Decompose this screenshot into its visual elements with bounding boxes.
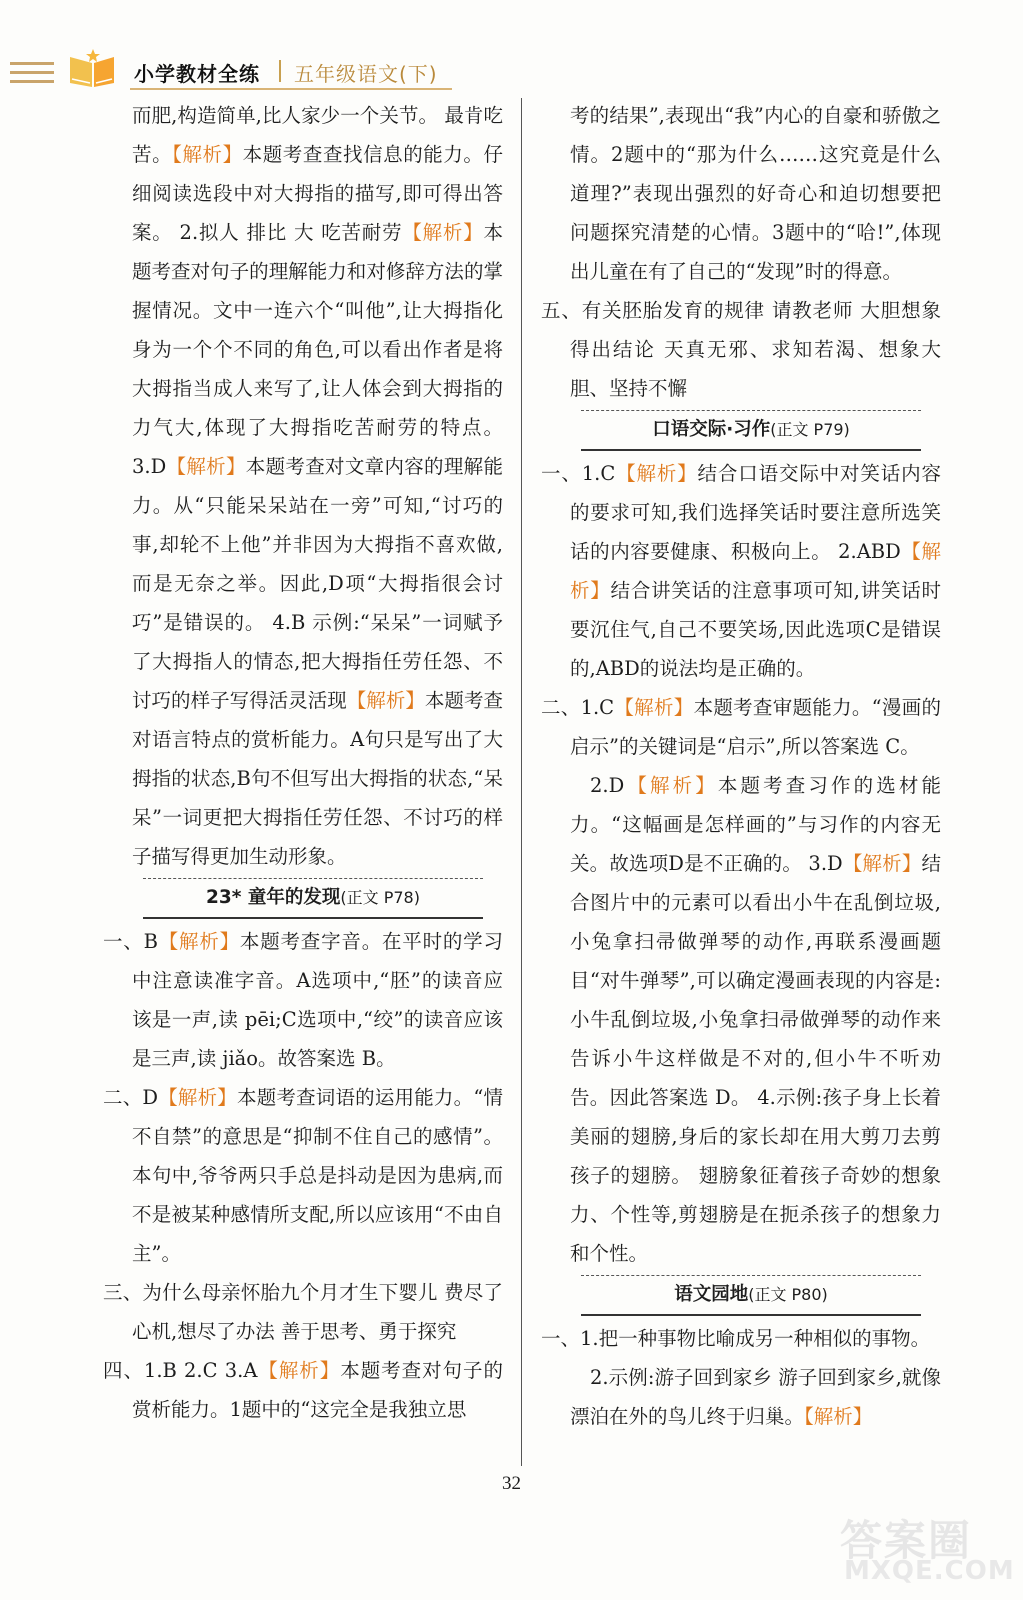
- answer-oral-2-sub: 2.D【解析】本题考查习作的选材能力。“这幅画是怎样画的”与习作的内容无关。故选项D是不正确的。 3.D【解析】结合图片中的元素可以看出小牛在乱倒垃圾,小兔拿扫帚做弹琴的动作,再联系漫画题目“对牛弹琴”,可以确定漫画表现的内容是:小牛乱倒垃圾,小兔拿扫帚做弹琴的动作来告诉小牛这样做是不对的,但小牛不听劝告。因此答案选 D。 4.示例:孩子身上长着美丽的翅膀,身后的家长却在用大剪刀去剪孩子的翅膀。 翅膀象征着孩子奇妙的想象力、个性等,剪翅膀是在扼杀孩子的想象力和个性。: [570, 774, 941, 1265]
- analysis-tag: 【解析】: [402, 221, 484, 244]
- analysis-tag: 【解析】: [842, 852, 922, 875]
- section-heading-23: 23* 童年的发现(正文 P78): [103, 878, 503, 918]
- answer-q3: 三、为什么母亲怀胎九个月才生下婴儿 费尽了心机,想尽了办法 善于思考、勇于探究: [103, 1281, 503, 1343]
- analysis-tag: 【解析】: [614, 696, 694, 719]
- answer-q1: 一、B【解析】本题考查字音。在平时的学习中注意读准字音。A选项中,“胚”的读音应该是一声,读 pēi;C选项中,“绞”的读音应该是三声,读 jiǎo。故答案选 B。: [103, 930, 503, 1070]
- analysis-tag: 【解析】: [257, 1359, 341, 1382]
- right-column: [541, 96, 941, 1436]
- analysis-tag: 【解析】: [624, 774, 718, 797]
- watermark-logo: 答案圈 MXQE.COM: [840, 1516, 1015, 1586]
- analysis-tag: 【解析】: [158, 1086, 237, 1109]
- column-divider: [521, 98, 522, 1466]
- analysis-tag: 【解析】: [804, 1405, 873, 1428]
- header-separator: [279, 60, 281, 82]
- book-title: 小学教材全练: [134, 62, 260, 86]
- analysis-tag: 【解析】: [157, 930, 240, 953]
- answer-oral-2: 二、1.C【解析】本题考查审题能力。“漫画的启示”的关键词是“启示”,所以答案选 C。: [541, 696, 941, 758]
- analysis-tag: 【解析】: [166, 455, 246, 478]
- analysis-tag: 【解析】: [615, 462, 698, 485]
- answer-q2: 二、D【解析】本题考查词语的运用能力。“情不自禁”的意思是“抑制不住自己的感情”。本句中,爷爷两只手总是抖动是因为患病,而不是被某种感情所支配,所以应该用“不由自主”。: [103, 1086, 503, 1265]
- analysis-tag: 【解析】: [172, 143, 243, 166]
- page-number: 32: [502, 1473, 521, 1494]
- answer-paragraph: 而肥,构造简单,比人家少一个关节。 最肯吃苦。【解析】本题考查查找信息的能力。仔细阅读选段中对大拇指的描写,即可得出答案。 2.拟人 排比 大 吃苦耐劳【解析】本题考查对句子的理解能力和对修辞方法的掌握情况。文中一连六个“叫他”,让大拇指化身为一个个不同的角色,可以看出作者是将大拇指当成人来写了,让人体会到大拇指的力气大,体现了大拇指吃苦耐劳的特点。 3.D【解析】本题考查对文章内容的理解能力。从“只能呆呆站在一旁”可知,“讨巧的事,却轮不上他”并非因为大拇指不喜欢做,而是无奈之举。因此,D项“大拇指很会讨巧”是错误的。 4.B 示例:“呆呆”一词赋予了大拇指人的情态,把大拇指任劳任怨、不讨巧的样子写得活灵活现【解析】本题考查对语言特点的赏析能力。A句只是写出了大拇指的状态,B句不但写出大拇指的状态,“呆呆”一词更把大拇指任劳任怨、不讨巧的样子描写得更加生动形象。: [132, 104, 503, 868]
- header-decoration: [10, 62, 54, 89]
- analysis-tag: 【解析】: [346, 689, 425, 712]
- answer-garden-1: 一、1.把一种事物比喻成另一种相似的事物。: [541, 1327, 931, 1350]
- answer-paragraph: 考的结果”,表现出“我”内心的自豪和骄傲之情。2题中的“那为什么……这究竟是什么道理?”表现出强烈的好奇心和迫切想要把问题探究清楚的心情。3题中的“哈!”,体现出儿童在有了自己的“发现”时的得意。: [570, 104, 941, 283]
- header-underline: [130, 88, 452, 90]
- book-logo-icon: [66, 45, 122, 93]
- left-column: [103, 96, 503, 1429]
- analysis-tag: 【解析】: [570, 540, 941, 602]
- answer-q4: 四、1.B 2.C 3.A【解析】本题考查对句子的赏析能力。1题中的“这完全是我独立思: [103, 1359, 503, 1421]
- answer-q5: 五、有关胚胎发育的规律 请教老师 大胆想象 得出结论 天真无邪、求知若渴、想象大胆、坚持不懈: [541, 299, 941, 400]
- answer-oral-1: 一、1.C【解析】结合口语交际中对笑话内容的要求可知,我们选择笑话时要注意所选笑话的内容要健康、积极向上。 2.ABD【解析】结合讲笑话的注意事项可知,讲笑话时要沉住气,自己不要笑场,因此选项C是错误的,ABD的说法均是正确的。: [541, 462, 941, 680]
- book-subtitle: 五年级语文(下): [294, 62, 438, 86]
- answer-garden-2: 2.示例:游子回到家乡 游子回到家乡,就像漂泊在外的鸟儿终于归巢。【解析】: [570, 1366, 941, 1428]
- section-heading-garden: 语文园地(正文 P80): [541, 1275, 941, 1315]
- section-heading-oral: 口语交际·习作(正文 P79): [541, 410, 941, 450]
